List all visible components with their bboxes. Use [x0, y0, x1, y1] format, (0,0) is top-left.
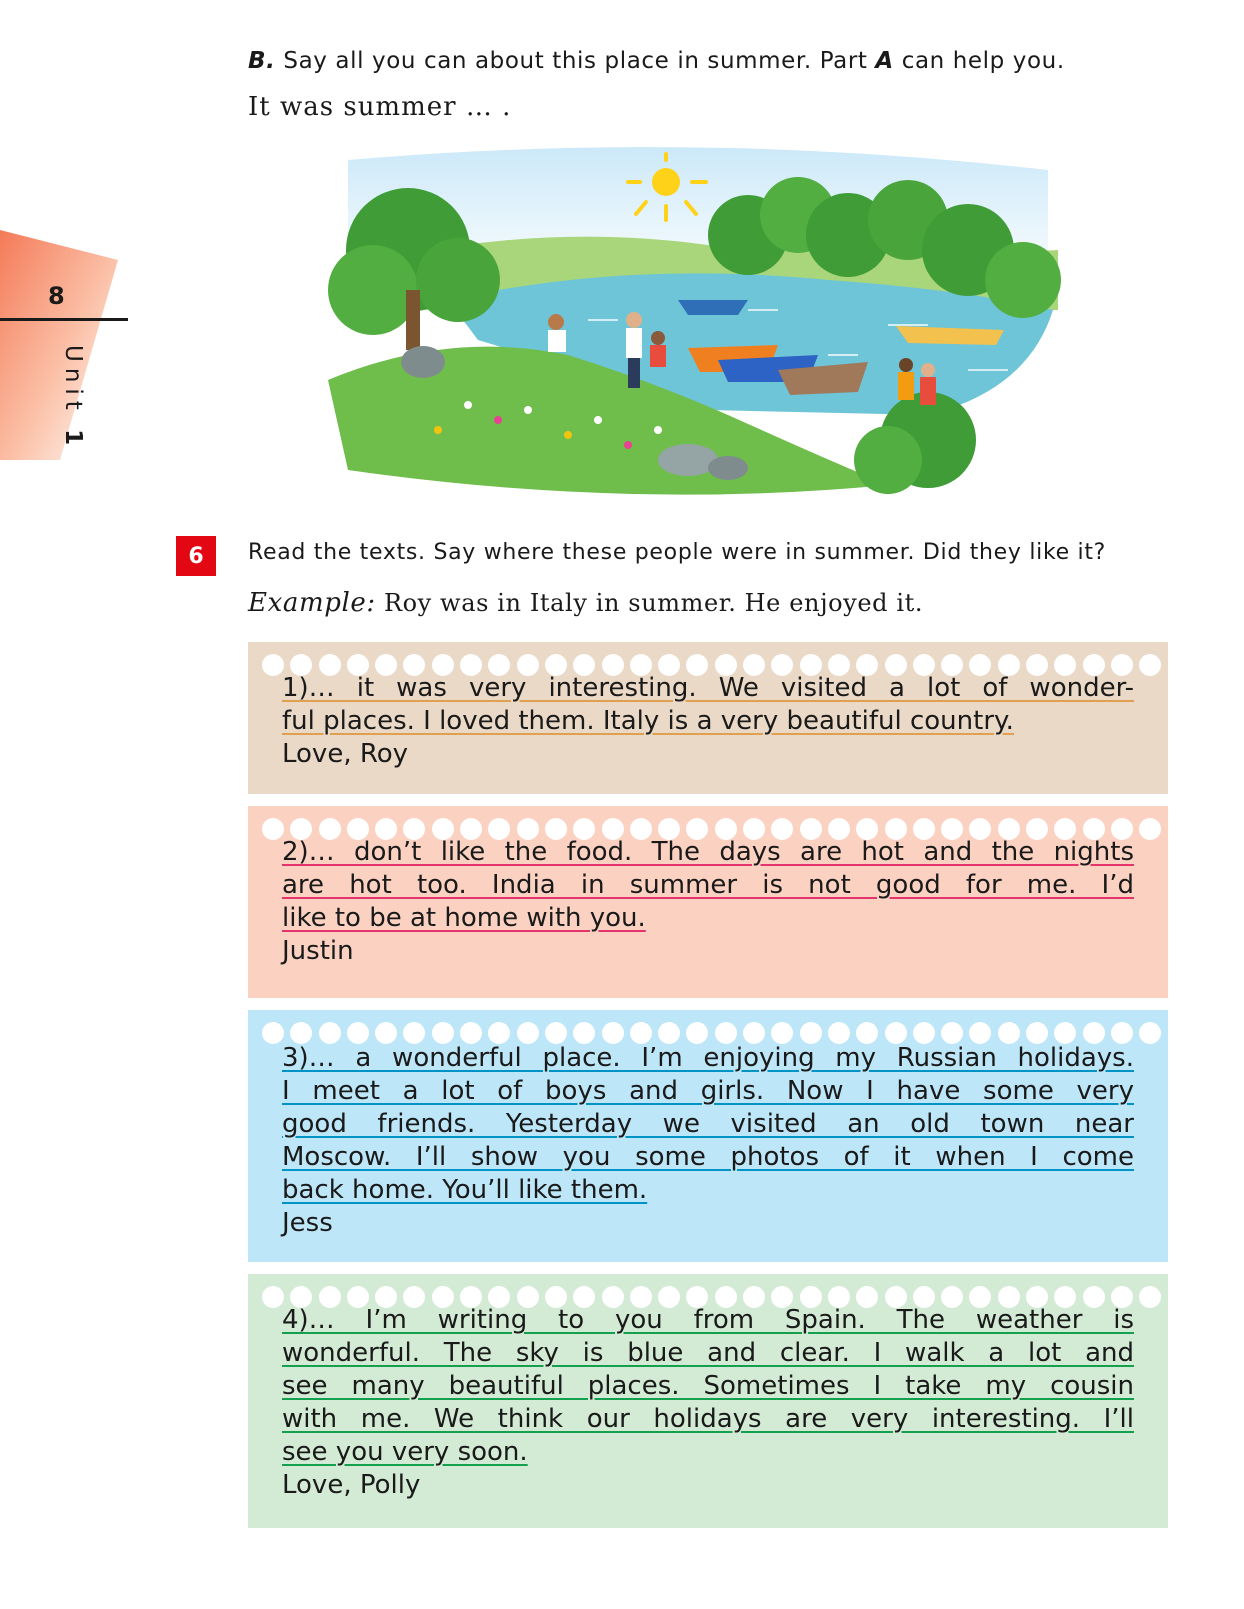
- border-dot: [743, 1022, 765, 1044]
- border-dot: [375, 1022, 397, 1044]
- text-line: 1)… it was very interesting. We visited a lot of wonder-: [282, 673, 1134, 703]
- text-line: 3)… a wonderful place. I’m enjoying my Russian holidays.: [282, 1043, 1134, 1073]
- postcard-polly: [248, 1274, 1168, 1528]
- postcard-justin: [248, 806, 1168, 998]
- border-dot: [488, 1022, 510, 1044]
- border-dot: [828, 1022, 850, 1044]
- unit-word: Unit: [60, 345, 86, 416]
- signature: Jess: [282, 1208, 333, 1238]
- text-line: 4)… I’m writing to you from Spain. The weather is: [282, 1305, 1134, 1335]
- unit-number: 1: [60, 429, 86, 452]
- summer-river-illustration: [328, 140, 1068, 515]
- border-dot: [262, 654, 284, 676]
- border-dot: [686, 1022, 708, 1044]
- border-dot: [262, 1286, 284, 1308]
- border-dot: [771, 1022, 793, 1044]
- border-dot: [715, 1022, 737, 1044]
- signature: Justin: [282, 936, 354, 966]
- text-line: 2)… don’t like the food. The days are hot and the nights: [282, 837, 1134, 867]
- border-dot: [290, 1022, 312, 1044]
- text-line: with me. We think our holidays are very interesting. I’ll: [282, 1404, 1134, 1434]
- border-dot: [1139, 1022, 1161, 1044]
- border-dot: [941, 1022, 963, 1044]
- border-dot: [403, 1022, 425, 1044]
- text-line: like to be at home with you.: [282, 903, 646, 933]
- example-text: Roy was in Italy in summer. He enjoyed it.: [375, 589, 924, 617]
- text-line: good friends. Yesterday we visited an old town near: [282, 1109, 1134, 1139]
- postcard-text: [282, 836, 1134, 968]
- border-dot: [1139, 818, 1161, 840]
- text-line: wonderful. The sky is blue and clear. I walk a lot and: [282, 1338, 1134, 1368]
- text-line: are hot too. India in summer is not good for me. I’d: [282, 870, 1134, 900]
- example-line: [248, 588, 923, 618]
- border-dot: [885, 1022, 907, 1044]
- side-divider: [0, 318, 128, 321]
- exercise-instruction: Read the texts. Say where these people were in summer. Did they like it?: [248, 540, 1107, 565]
- postcard-text: [282, 1042, 1134, 1240]
- text-line: see you very soon.: [282, 1437, 528, 1467]
- border-dot: [347, 1022, 369, 1044]
- task-b-text-1: Say all you can about this place in summer. Part: [275, 48, 876, 74]
- border-dot: [1139, 1286, 1161, 1308]
- text-line: I meet a lot of boys and girls. Now I have some very: [282, 1076, 1134, 1106]
- border-dot: [602, 1022, 624, 1044]
- exercise-number-badge: 6: [176, 536, 216, 576]
- text-line: see many beautiful places. Sometimes I take my cousin: [282, 1371, 1134, 1401]
- task-b-prompt: It was summer … .: [248, 92, 512, 122]
- border-dot: [573, 1022, 595, 1044]
- border-dot: [800, 1022, 822, 1044]
- task-letter: B.: [248, 48, 276, 74]
- page-number: 8: [48, 282, 65, 310]
- postcard-jess: [248, 1010, 1168, 1262]
- border-dot: [517, 1022, 539, 1044]
- border-dot: [1139, 654, 1161, 676]
- signature: Love, Roy: [282, 739, 409, 769]
- border-dot: [1026, 1022, 1048, 1044]
- text-line: Moscow. I’ll show you some photos of it when I come: [282, 1142, 1134, 1172]
- border-dot: [658, 1022, 680, 1044]
- border-dot: [856, 1022, 878, 1044]
- signature: Love, Polly: [282, 1470, 421, 1500]
- task-b-text-2: can help you.: [893, 48, 1065, 74]
- border-dot: [262, 1022, 284, 1044]
- unit-label: [30, 345, 86, 452]
- border-dot: [1054, 1022, 1076, 1044]
- postcard-text: [282, 1304, 1134, 1502]
- border-dot: [998, 1022, 1020, 1044]
- border-dot: [1111, 1022, 1133, 1044]
- border-dot: [913, 1022, 935, 1044]
- text-line: back home. You’ll like them.: [282, 1175, 648, 1205]
- border-dot: [460, 1022, 482, 1044]
- postcard-text: [282, 672, 1134, 771]
- postcard-roy: [248, 642, 1168, 794]
- border-dot: [262, 818, 284, 840]
- dot-border: [262, 1022, 1161, 1044]
- border-dot: [1083, 1022, 1105, 1044]
- text-line: ful places. I loved them. Italy is a very beautiful country.: [282, 706, 1014, 736]
- example-label: Example:: [248, 588, 376, 618]
- border-dot: [630, 1022, 652, 1044]
- border-dot: [432, 1022, 454, 1044]
- border-dot: [545, 1022, 567, 1044]
- task-b-instruction: [248, 48, 1065, 74]
- border-dot: [319, 1022, 341, 1044]
- border-dot: [969, 1022, 991, 1044]
- part-letter: A: [875, 48, 894, 74]
